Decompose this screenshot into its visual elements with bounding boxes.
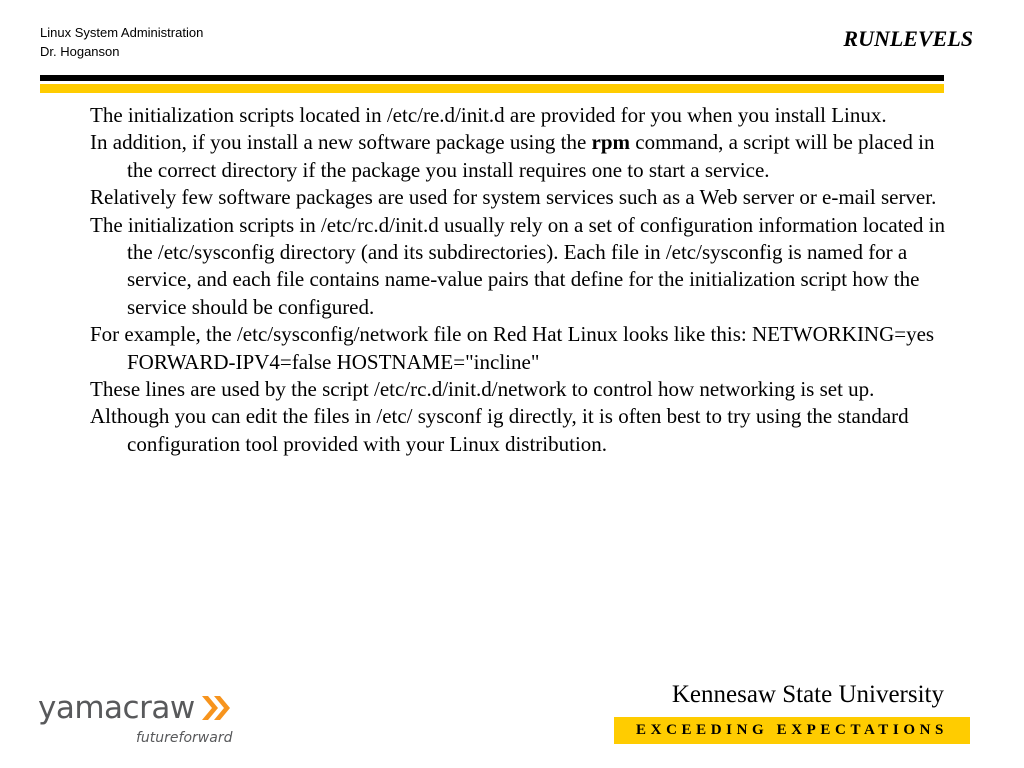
paragraph-2	[90, 129, 950, 184]
paragraph-1: The initialization scripts located in /etc/re.d/init.d are provided for you when you install Linux.	[90, 103, 887, 127]
slide-title: RUNLEVELS	[843, 26, 973, 51]
logo-wordmark: yamacraw	[38, 690, 195, 726]
paragraph-6: These lines are used by the script /etc/rc.d/init.d/network to control how networking is set up.	[90, 377, 875, 402]
rpm-command: rpm	[591, 130, 631, 155]
paragraph-2-end: command, a script will be placed in the correct directory if the package you install requires one to start a service.	[127, 130, 935, 182]
paragraph-4: The initialization scripts in /etc/rc.d/init.d usually rely on a set of configuration information located in the /etc/sysconfig directory (and its subdirectories). Each file in /etc/sysconfig is named for a service, and each file contains name-value pairs that define for the initialization script how the service should be configured.	[90, 212, 945, 319]
slide-body	[90, 102, 950, 458]
header-rule-black	[40, 75, 944, 81]
motto-banner	[614, 717, 970, 744]
university-name: Kennesaw State University	[671, 681, 944, 708]
yamacraw-logo	[38, 688, 258, 752]
header-rule-yellow	[40, 84, 944, 93]
logo-tagline: futureforward	[136, 730, 233, 746]
double-chevron-right-icon	[200, 692, 232, 724]
paragraph-3: Relatively few software packages are used for system services such as a Web server or e-mail server.	[90, 185, 937, 210]
paragraph-7: Although you can edit the files in /etc/ sysconf ig directly, it is often best to try using the standard configuration tool provided with your Linux distribution.	[90, 404, 909, 456]
paragraph-5: For example, the /etc/sysconfig/network file on Red Hat Linux looks like this: NETWORKING=yes FORWARD-IPV4=false HOSTNAME="incline"	[90, 322, 935, 374]
instructor-name: Dr. Hoganson	[40, 44, 120, 59]
paragraph-2-start: In addition, if you install a new software package using the	[90, 130, 592, 155]
course-name: Linux System Administration	[40, 25, 204, 40]
course-info	[40, 23, 203, 61]
motto-text: EXCEEDING EXPECTATIONS	[636, 722, 948, 738]
